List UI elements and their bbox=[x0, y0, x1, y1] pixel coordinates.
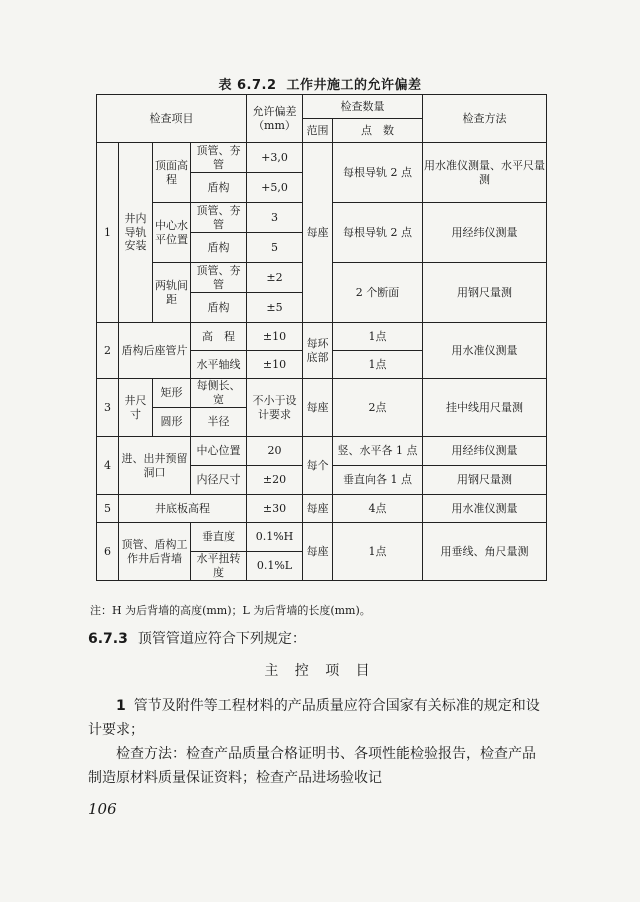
page-number: 106 bbox=[88, 800, 117, 818]
table-number: 表 6.7.2 bbox=[218, 78, 277, 93]
table-row: 盾构 5 bbox=[97, 233, 547, 263]
clause-title bbox=[88, 628, 306, 648]
header-method: 检查方法 bbox=[423, 95, 547, 143]
table-row: 2 盾构后座管片 高 程 ±10 每环底部 1点 用水准仪测量 bbox=[97, 323, 547, 351]
paragraph-text: 管节及附件等工程材料的产品质量应符合国家有关标准的规定和设计要求； bbox=[88, 698, 540, 738]
header-item: 检查项目 bbox=[97, 95, 247, 143]
clause-number: 6.7.3 bbox=[88, 631, 128, 647]
table-row: 1 井内导轨安装 顶面高程 顶管、夯管 +3,0 每座 每根导轨 2 点 用水准仪测量、水平尺量测 bbox=[97, 143, 547, 173]
clause-text: 顶管管道应符合下列规定： bbox=[137, 631, 306, 647]
table-row: 水平扭转度 0.1%L bbox=[97, 552, 547, 581]
table-row: 水平轴线 ±10 1点 bbox=[97, 351, 547, 379]
header-points: 点 数 bbox=[333, 119, 423, 143]
section-heading: 主 控 项 目 bbox=[264, 663, 376, 679]
paragraph-text: 检查方法：检查产品质量合格证明书、各项性能检验报告，检查产品制造原材料质量保证资料；检查产品进场验收记 bbox=[88, 746, 536, 786]
paragraph-2 bbox=[88, 742, 548, 790]
table-title bbox=[0, 74, 640, 93]
table-note: 注：H 为后背墙的高度(mm)；L 为后背墙的长度(mm)。 bbox=[90, 604, 371, 617]
table-header-row bbox=[97, 95, 547, 119]
header-range: 范围 bbox=[303, 119, 333, 143]
tolerance-table bbox=[96, 94, 547, 581]
paragraph-number: 1 bbox=[116, 698, 126, 714]
header-qty: 检查数量 bbox=[303, 95, 423, 119]
table-row: 盾构 ±5 bbox=[97, 293, 547, 323]
table-row: 中心水平位置 顶管、夯管 3 每根导轨 2 点 用经纬仪测量 bbox=[97, 203, 547, 233]
table-row: 6 顶管、盾构工作井后背墙 垂直度 0.1%H 每座 1点 用垂线、角尺量测 bbox=[97, 523, 547, 552]
table-row: 内径尺寸 ±20 垂直向各 1 点 用钢尺量测 bbox=[97, 466, 547, 495]
paragraph-1 bbox=[88, 694, 548, 742]
table-row: 3 井尺寸 矩形 每侧长、宽 不小于设计要求 每座 2点 挂中线用尺量测 bbox=[97, 379, 547, 408]
header-tolerance: 允许偏差 （mm） bbox=[247, 95, 303, 143]
table-row: 圆形 半径 bbox=[97, 408, 547, 437]
table-row: 4 进、出井预留洞口 中心位置 20 每个 竖、水平各 1 点 用经纬仪测量 bbox=[97, 437, 547, 466]
table-row: 5 井底板高程 ±30 每座 4点 用水准仪测量 bbox=[97, 495, 547, 523]
table-caption: 工作井施工的允许偏差 bbox=[286, 78, 422, 93]
table-row: 两轨间距 顶管、夯管 ±2 2 个断面 用钢尺量测 bbox=[97, 263, 547, 293]
table-row: 盾构 +5,0 bbox=[97, 173, 547, 203]
